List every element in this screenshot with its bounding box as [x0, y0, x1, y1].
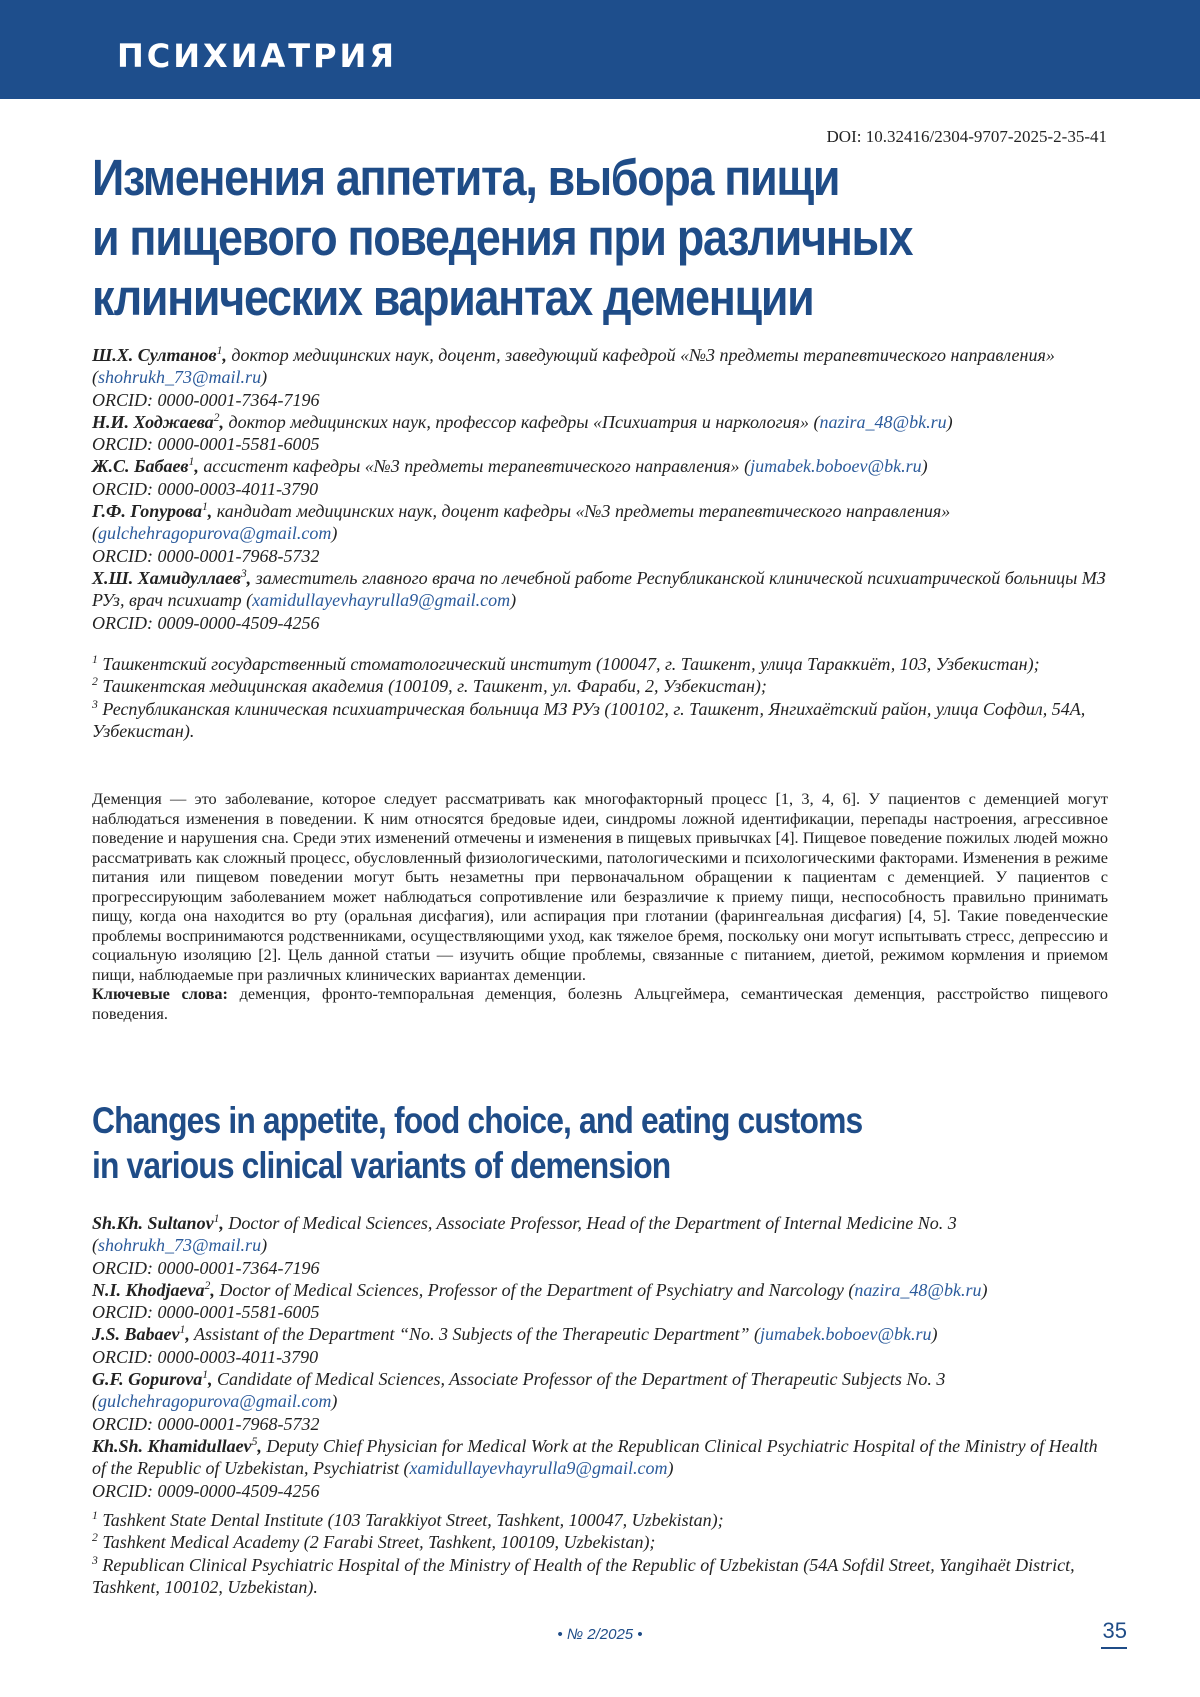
author-name: Ж.С. Бабаев [92, 456, 188, 476]
author-desc: заместитель главного врача по лечебной работе Республиканской клинической психиатрической больницы МЗ РУз, врач психиатр [92, 568, 1106, 610]
author-email[interactable]: jumabek.boboev@bk.ru [750, 456, 922, 476]
affiliation: 1 Ташкентский государственный стоматологический институт (100047, г. Ташкент, улица Тараккиёт, 103, Узбекистан); [92, 653, 1112, 675]
author-desc: Doctor of Medical Sciences, Associate Professor, Head of the Department of Internal Medicine No. 3 [228, 1213, 956, 1233]
author-name: Kh.Sh. Khamidullaev [92, 1436, 252, 1456]
author-orcid: ORCID: 0009-0000-4509-4256 [92, 612, 1112, 634]
author-name: Г.Ф. Гопурова [92, 501, 202, 521]
affiliation: 3 Республиканская клиническая психиатрическая больница МЗ РУз (100102, г. Ташкент, Янгихаётский район, улица Софдил, 54А, Узбекистан). [92, 698, 1112, 743]
author-orcid: ORCID: 0000-0001-7364-7196 [92, 1257, 1112, 1279]
author-desc: Candidate of Medical Sciences, Associate Professor of the Department of Therapeutic Subjects No. 3 [217, 1369, 945, 1389]
author-name: Х.Ш. Хамидуллаев [92, 568, 241, 588]
author-name: J.S. Babaev [92, 1324, 180, 1344]
header-band [0, 0, 1200, 99]
ru-title-line: и пищевого поведения при различных [92, 208, 972, 268]
author-desc: Assistant of the Department “No. 3 Subjects of the Therapeutic Department” [194, 1324, 749, 1344]
author-name: G.F. Gopurova [92, 1369, 202, 1389]
author-entry: N.I. Khodjaeva2, Doctor of Medical Sciences, Professor of the Department of Psychiatry and Narcology (nazira_48@bk.ru) [92, 1279, 1112, 1301]
author-email[interactable]: shohrukh_73@mail.ru [98, 367, 261, 387]
doi: DOI: 10.32416/2304-9707-2025-2-35-41 [827, 127, 1107, 147]
section-title: ПСИХИАТРИЯ [117, 34, 397, 78]
author-name: N.I. Khodjaeva [92, 1280, 205, 1300]
author-entry: Ж.С. Бабаев1, ассистент кафедры «№3 предметы терапевтического направления» (jumabek.boboev@bk.ru) [92, 455, 1112, 477]
en-title-line: Changes in appetite, food choice, and eating customs [92, 1098, 952, 1143]
author-entry: G.F. Gopurova1, Candidate of Medical Sciences, Associate Professor of the Department of Therapeutic Subjects No. 3 (gulchehragopurova@gmail.com) [92, 1368, 1112, 1413]
en-affiliations [92, 1509, 1112, 1598]
affiliation: 2 Tashkent Medical Academy (2 Farabi Street, Tashkent, 100109, Uzbekistan); [92, 1531, 1112, 1553]
author-orcid: ORCID: 0000-0001-7364-7196 [92, 389, 1112, 411]
author-email[interactable]: xamidullayevhayrulla9@gmail.com [409, 1458, 667, 1478]
affiliation: 3 Republican Clinical Psychiatric Hospital of the Ministry of Health of the Republic of Uzbekistan (54A Sofdil Street, Yangihaёt District, Tashkent, 100102, Uzbekistan). [92, 1554, 1112, 1599]
ru-article-title [92, 148, 972, 328]
ru-authors [92, 344, 1112, 634]
author-entry: J.S. Babaev1, Assistant of the Department “No. 3 Subjects of the Therapeutic Department” (jumabek.boboev@bk.ru) [92, 1323, 1112, 1345]
keywords-label: Ключевые слова: [92, 984, 228, 1003]
author-desc: Deputy Chief Physician for Medical Work at the Republican Clinical Psychiatric Hospital of the Ministry of Health of the Republic of Uzbekistan, Psychiatrist [92, 1436, 1098, 1478]
author-entry: Г.Ф. Гопурова1, кандидат медицинских наук, доцент кафедры «№3 предметы терапевтического направления» (gulchehragopurova@gmail.com) [92, 500, 1112, 545]
author-email[interactable]: shohrukh_73@mail.ru [98, 1235, 261, 1255]
author-orcid: ORCID: 0000-0001-5581-6005 [92, 1301, 1112, 1323]
author-entry: Х.Ш. Хамидуллаев3, заместитель главного врача по лечебной работе Республиканской клинической психиатрической больницы МЗ РУз, врач психиатр (xamidullayevhayrulla9@gmail.com) [92, 567, 1112, 612]
author-desc: Doctor of Medical Sciences, Professor of the Department of Psychiatry and Narcology [219, 1280, 844, 1300]
affiliation: 2 Ташкентская медицинская академия (100109, г. Ташкент, ул. Фараби, 2, Узбекистан); [92, 675, 1112, 697]
en-article-title [92, 1098, 952, 1188]
author-orcid: ORCID: 0000-0001-7968-5732 [92, 1413, 1112, 1435]
author-orcid: ORCID: 0000-0003-4011-3790 [92, 1346, 1112, 1368]
author-orcid: ORCID: 0000-0001-7968-5732 [92, 545, 1112, 567]
author-email[interactable]: nazira_48@bk.ru [820, 412, 947, 432]
author-entry: Ш.Х. Султанов1, доктор медицинских наук, доцент, заведующий кафедрой «№3 предметы терапевтического направления» (shohrukh_73@mail.ru) [92, 344, 1112, 389]
abstract-text: Деменция — это заболевание, которое следует рассматривать как многофакторный процесс [1, 3, 4, 6]. У пациентов с деменцией могут наблюдаться изменения в поведении. К ним относятся бредовые идеи, синдромы ложной идентификации, перепады настроения, агрессивное поведение и нарушения сна. Среди этих изменений отмечены и изменения в пищевых привычках [4]. Пищевое поведение пожилых людей можно рассматривать как сложный процесс, обусловленный физиологическими, патологическими и психологическими факторами. Изменения в режиме питания или пищевом поведении могут быть незаметны при первоначальном обращении к пациентам с деменцией. У пациентов с прогрессирующим заболеванием может наблюдаться сопротивление или безразличие к приему пищи, неспособность правильно принимать пищу, когда она находится во рту (оральная дисфагия), или аспирация при глотании (фарингеальная дисфагия) [4, 5]. Такие поведенческие проблемы воспринимаются родственниками, осуществляющими уход, как тяжелое бремя, поскольку они могут испытывать стресс, депрессию и социальную изоляцию [2]. Цель данной статьи — изучить общие проблемы, связанные с питанием, диетой, режимом кормления и приемом пищи, наблюдаемые при различных клинических вариантах деменции. [92, 789, 1108, 984]
page-number: 35 [1103, 1618, 1127, 1644]
ru-title-line: клинических вариантах деменции [92, 268, 972, 328]
author-name: Ш.Х. Султанов [92, 345, 217, 365]
author-name: Sh.Kh. Sultanov [92, 1213, 214, 1233]
author-entry: Н.И. Ходжаева2, доктор медицинских наук, профессор кафедры «Психиатрия и наркология» (nazira_48@bk.ru) [92, 411, 1112, 433]
ru-abstract [92, 789, 1108, 1023]
en-title-line: in various clinical variants of demension [92, 1143, 952, 1188]
author-orcid: ORCID: 0000-0003-4011-3790 [92, 478, 1112, 500]
page-number-underline [1101, 1647, 1127, 1649]
author-email[interactable]: gulchehragopurova@gmail.com [98, 523, 331, 543]
author-desc: ассистент кафедры «№3 предметы терапевтического направления» [203, 456, 739, 476]
author-desc: доктор медицинских наук, доцент, заведующий кафедрой «№3 предметы терапевтического направления» [231, 345, 1054, 365]
en-authors [92, 1212, 1112, 1502]
journal-issue: • № 2/2025 • [0, 1626, 1200, 1643]
author-desc: кандидат медицинских наук, доцент кафедры «№3 предметы терапевтического направления» [217, 501, 950, 521]
author-entry: Kh.Sh. Khamidullaev5, Deputy Chief Physician for Medical Work at the Republican Clinical Psychiatric Hospital of the Ministry of Health of the Republic of Uzbekistan, Psychiatrist (xamidullayevhayrulla9@gmail.com) [92, 1435, 1112, 1480]
author-desc: доктор медицинских наук, профессор кафедры «Психиатрия и наркология» [229, 412, 810, 432]
author-orcid: ORCID: 0009-0000-4509-4256 [92, 1480, 1112, 1502]
keywords [92, 984, 1108, 1023]
ru-title-line: Изменения аппетита, выбора пищи [92, 148, 972, 208]
author-email[interactable]: gulchehragopurova@gmail.com [98, 1391, 331, 1411]
author-email[interactable]: xamidullayevhayrulla9@gmail.com [252, 590, 510, 610]
author-entry: Sh.Kh. Sultanov1, Doctor of Medical Sciences, Associate Professor, Head of the Department of Internal Medicine No. 3 (shohrukh_73@mail.ru) [92, 1212, 1112, 1257]
keywords-text: деменция, фронто-темпоральная деменция, болезнь Альцгеймера, семантическая деменция, расстройство пищевого поведения. [92, 984, 1108, 1023]
author-orcid: ORCID: 0000-0001-5581-6005 [92, 433, 1112, 455]
ru-affiliations [92, 653, 1112, 742]
author-name: Н.И. Ходжаева [92, 412, 214, 432]
affiliation: 1 Tashkent State Dental Institute (103 Tarakkiyot Street, Tashkent, 100047, Uzbekistan); [92, 1509, 1112, 1531]
author-email[interactable]: nazira_48@bk.ru [854, 1280, 981, 1300]
author-email[interactable]: jumabek.boboev@bk.ru [760, 1324, 932, 1344]
